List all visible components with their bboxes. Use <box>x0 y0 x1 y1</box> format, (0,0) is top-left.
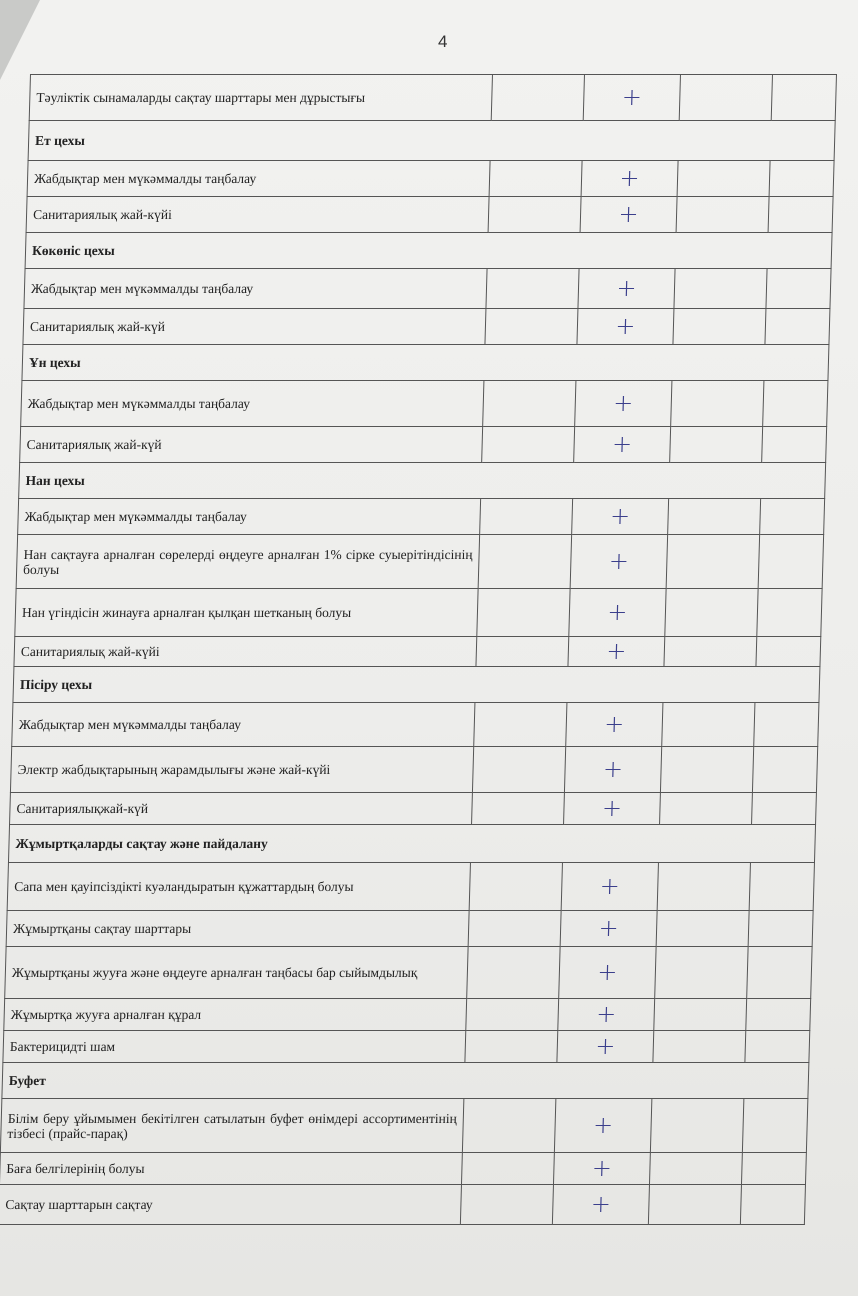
criterion-cell: Білім беру ұйымымен бекітілген сатылатын буфет өнімдері ассортиментінің тізбесі (прайс-парақ) <box>0 1099 464 1153</box>
empty-cell <box>740 1185 805 1225</box>
empty-cell <box>477 589 570 637</box>
empty-cell <box>486 269 579 309</box>
criterion-cell: Жұмыртқаны сақтау шарттары <box>6 911 469 947</box>
empty-cell <box>664 637 757 667</box>
empty-cell <box>673 309 766 345</box>
empty-cell <box>757 589 822 637</box>
empty-cell <box>763 381 828 427</box>
empty-cell <box>676 197 769 233</box>
empty-cell <box>674 269 767 309</box>
table-row <box>29 75 836 121</box>
empty-cell <box>649 1153 742 1185</box>
section-row <box>13 667 820 703</box>
criterion-cell: Санитариялық жай-күй <box>20 427 483 463</box>
empty-cell <box>671 381 764 427</box>
empty-cell <box>648 1185 741 1225</box>
check-mark: + <box>558 999 655 1031</box>
section-heading: Пісіру цехы <box>13 667 820 703</box>
empty-cell <box>485 309 578 345</box>
empty-cell <box>650 1099 744 1153</box>
empty-cell <box>677 161 770 197</box>
table-row <box>27 161 834 197</box>
empty-cell <box>670 427 763 463</box>
criterion-cell: Санитариялықжай-күй <box>10 793 473 825</box>
empty-cell <box>482 427 575 463</box>
check-mark: + <box>575 381 672 427</box>
empty-cell <box>771 75 836 121</box>
table-row <box>26 197 833 233</box>
empty-cell <box>462 1099 556 1153</box>
check-mark: + <box>554 1099 652 1153</box>
page-number: 4 <box>438 32 448 51</box>
empty-cell <box>679 75 772 121</box>
empty-cell <box>488 197 581 233</box>
check-mark: + <box>578 269 675 309</box>
check-mark: + <box>564 747 661 793</box>
check-mark: + <box>557 1031 654 1063</box>
empty-cell <box>665 589 758 637</box>
empty-cell <box>466 999 559 1031</box>
empty-cell <box>762 427 827 463</box>
table-row <box>23 309 830 345</box>
table-row <box>24 269 831 309</box>
table-row <box>14 637 821 667</box>
empty-cell <box>747 947 812 999</box>
empty-cell <box>746 999 811 1031</box>
empty-cell <box>655 947 748 999</box>
criterion-cell: Нан сақтауға арналған сөрелерді өңдеуге арналған 1% сірке суыерітіндісінің болуы <box>16 535 480 589</box>
section-heading: Нан цехы <box>19 463 826 499</box>
empty-cell <box>468 911 561 947</box>
criterion-cell: Санитариялық жай-күйі <box>14 637 477 667</box>
checklist-table <box>0 74 837 1225</box>
check-mark: + <box>572 499 669 535</box>
empty-cell <box>765 309 830 345</box>
section-heading: Буфет <box>2 1063 809 1099</box>
empty-cell <box>660 747 753 793</box>
section-row <box>25 233 832 269</box>
section-heading: Ет цехы <box>28 121 835 161</box>
check-mark: + <box>553 1153 650 1185</box>
empty-cell <box>769 161 834 197</box>
check-mark: + <box>568 637 665 667</box>
empty-cell <box>745 1031 810 1063</box>
empty-cell <box>483 381 576 427</box>
section-row <box>8 825 815 863</box>
check-mark: + <box>566 703 663 747</box>
empty-cell <box>491 75 584 121</box>
empty-cell <box>660 793 753 825</box>
empty-cell <box>657 863 750 911</box>
empty-cell <box>748 911 813 947</box>
criterion-cell: Сақтау шарттарын сақтау <box>0 1185 461 1225</box>
criterion-cell: Жабдықтар мен мүкәммалды таңбалау <box>24 269 487 309</box>
empty-cell <box>742 1099 808 1153</box>
empty-cell <box>465 1031 558 1063</box>
table-row <box>16 535 824 589</box>
empty-cell <box>474 703 567 747</box>
check-mark: + <box>583 75 680 121</box>
empty-cell <box>760 499 825 535</box>
empty-cell <box>741 1153 806 1185</box>
criterion-cell: Жабдықтар мен мүкәммалды таңбалау <box>21 381 484 427</box>
section-row <box>22 345 829 381</box>
criterion-cell: Бактерицидті шам <box>3 1031 466 1063</box>
table-row <box>12 703 819 747</box>
criterion-cell: Электр жабдықтарының жарамдылығы және жай-күйі <box>10 747 473 793</box>
check-mark: + <box>570 535 668 589</box>
table-row <box>7 863 814 911</box>
folded-page-corner <box>0 0 40 80</box>
section-row <box>28 121 835 161</box>
criterion-cell: Жұмыртқа жууға арналған құрал <box>4 999 467 1031</box>
empty-cell <box>666 535 760 589</box>
empty-cell <box>472 747 565 793</box>
empty-cell <box>758 535 824 589</box>
empty-cell <box>749 863 814 911</box>
criterion-cell: Жабдықтар мен мүкәммалды таңбалау <box>18 499 481 535</box>
empty-cell <box>662 703 755 747</box>
empty-cell <box>766 269 831 309</box>
criterion-cell: Санитариялық жай-күйі <box>26 197 489 233</box>
check-mark: + <box>561 863 658 911</box>
criterion-cell: Жұмыртқаны жууға және өңдеуге арналған таңбасы бар сыйымдылық <box>5 947 468 999</box>
table-row <box>21 381 828 427</box>
table-row <box>4 999 811 1031</box>
table-row <box>3 1031 810 1063</box>
criterion-cell: Нан үгіндісін жинауға арналған қылқан шетканың болуы <box>15 589 478 637</box>
criterion-cell: Сапа мен қауіпсіздікті куәландыратын құжаттардың болуы <box>7 863 470 911</box>
empty-cell <box>469 863 562 911</box>
empty-cell <box>472 793 565 825</box>
table-row <box>0 1099 808 1153</box>
checklist-sheet <box>0 74 836 1238</box>
empty-cell <box>467 947 560 999</box>
table-row <box>20 427 827 463</box>
check-mark: + <box>552 1185 649 1225</box>
empty-cell <box>754 703 819 747</box>
empty-cell <box>653 1031 746 1063</box>
empty-cell <box>756 637 821 667</box>
empty-cell <box>654 999 747 1031</box>
empty-cell <box>489 161 582 197</box>
criterion-cell: Санитариялық жай-күй <box>23 309 486 345</box>
table-row <box>5 947 812 999</box>
check-mark: + <box>560 911 657 947</box>
empty-cell <box>461 1153 554 1185</box>
check-mark: + <box>559 947 656 999</box>
section-row <box>19 463 826 499</box>
empty-cell <box>478 535 572 589</box>
empty-cell <box>768 197 833 233</box>
section-row <box>2 1063 809 1099</box>
table-row <box>10 793 817 825</box>
table-row <box>6 911 813 947</box>
check-mark: + <box>574 427 671 463</box>
table-row <box>18 499 825 535</box>
table-row <box>0 1153 806 1185</box>
check-mark: + <box>569 589 666 637</box>
empty-cell <box>656 911 749 947</box>
criterion-cell: Баға белгілерінің болуы <box>0 1153 462 1185</box>
check-mark: + <box>581 161 678 197</box>
table-row <box>0 1185 805 1225</box>
check-mark: + <box>564 793 661 825</box>
criterion-cell: Жабдықтар мен мүкәммалды таңбалау <box>27 161 490 197</box>
empty-cell <box>476 637 569 667</box>
table-row <box>10 747 817 793</box>
criterion-cell: Тәуліктік сынамаларды сақтау шарттары мен дұрыстығы <box>29 75 492 121</box>
empty-cell <box>480 499 573 535</box>
empty-cell <box>668 499 761 535</box>
check-mark: + <box>577 309 674 345</box>
empty-cell <box>752 747 817 793</box>
section-heading: Ұн цехы <box>22 345 829 381</box>
empty-cell <box>460 1185 553 1225</box>
checklist-body <box>0 75 836 1225</box>
section-heading: Көкөніс цехы <box>25 233 832 269</box>
check-mark: + <box>580 197 677 233</box>
criterion-cell: Жабдықтар мен мүкәммалды таңбалау <box>12 703 475 747</box>
table-row <box>15 589 822 637</box>
empty-cell <box>752 793 817 825</box>
section-heading: Жұмыртқаларды сақтау және пайдалану <box>8 825 815 863</box>
